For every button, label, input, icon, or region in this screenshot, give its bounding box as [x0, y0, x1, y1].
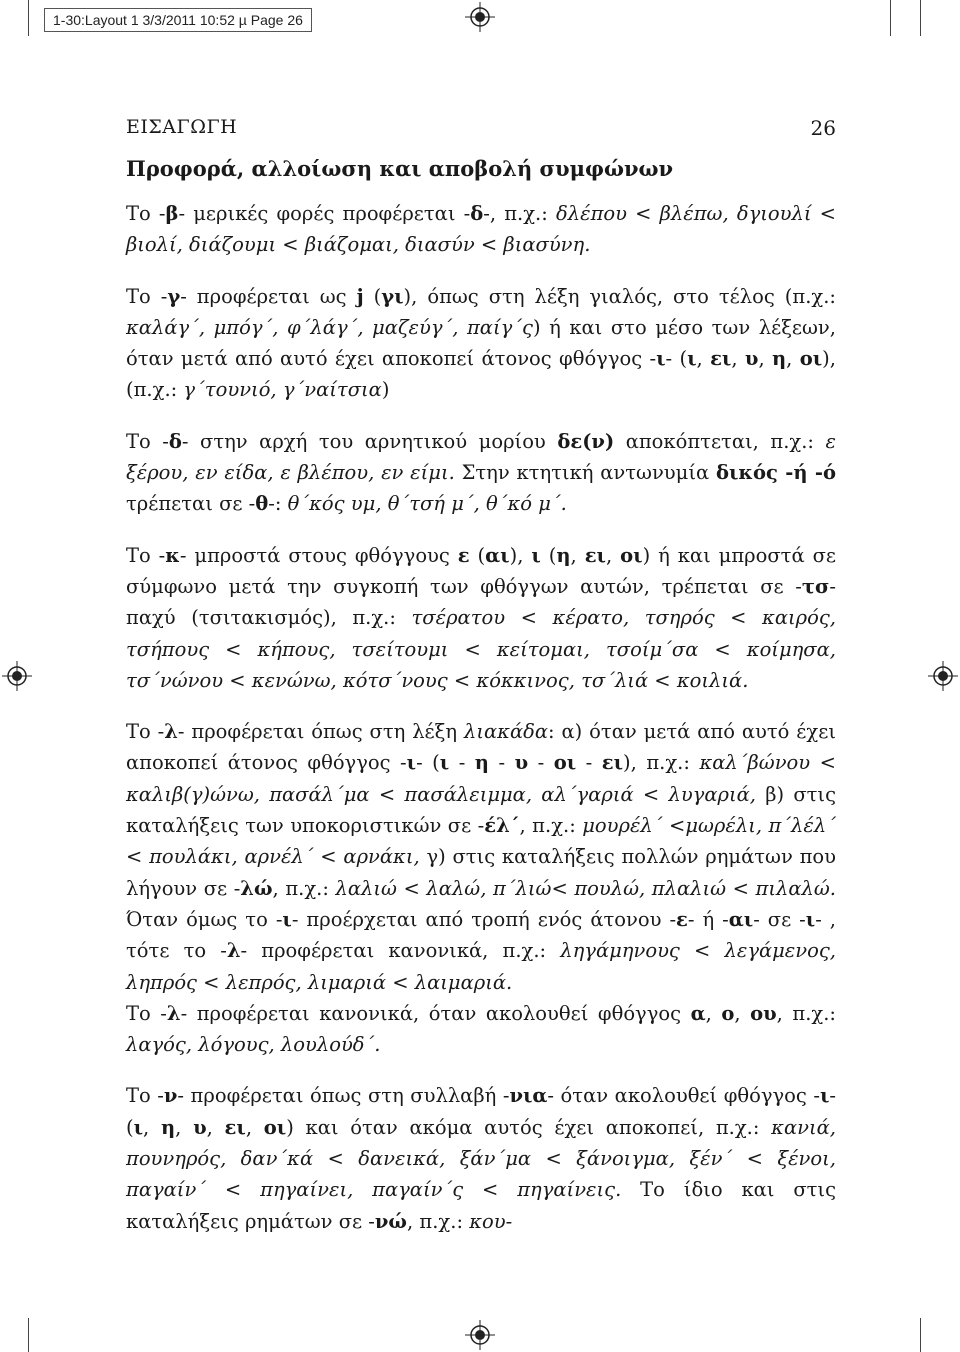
text-run: , — [175, 1115, 194, 1139]
text-run: υ — [193, 1115, 207, 1139]
text-run: ι — [406, 751, 417, 775]
text-run: Όταν όμως το - — [126, 907, 283, 931]
text-run: οι — [263, 1115, 287, 1139]
text-run: δε(ν) — [557, 429, 615, 453]
crop-mark-top-left — [28, 0, 29, 36]
page-number: 26 — [810, 116, 836, 140]
text-run: δ — [470, 202, 484, 225]
text-run: οι — [620, 543, 643, 567]
paragraph-gamma — [126, 281, 836, 406]
registration-mark-right-icon — [928, 661, 958, 691]
text-run: , — [758, 347, 772, 371]
text-run: - ( — [126, 1084, 836, 1139]
text-run: -: — [268, 492, 288, 516]
text-run: ληγάμηνους < λεγάμενος, ληπρός < λεπρός, λιμαριά < λαιμαριά. — [126, 939, 836, 994]
text-run: : α) όταν μετά από αυτό έχει αποκοπεί άτονος φθόγγος - — [126, 720, 836, 775]
text-run: - στην αρχή του αρνητικού μορίου — [181, 429, 558, 453]
text-run: ι — [531, 543, 541, 567]
text-run: ( — [363, 284, 382, 308]
text-run: - μερικές φορές προφέρεται - — [178, 202, 471, 225]
text-run: μουρέλ΄ <μωρέλι, π΄λέλ΄ < πουλάκι, αρνέλ΄ < αρνάκι, — [126, 814, 836, 869]
text-run: -, π.χ.: — [483, 202, 556, 225]
text-run: ) ή και στο μέσο των λέξεων, όταν μετά από αυτό έχει αποκοπεί άτονος φθόγγος - — [126, 315, 836, 371]
text-run: λώ — [240, 876, 273, 900]
text-run: , π.χ.: — [519, 814, 583, 838]
text-run: - προφέρεται κανονικά, όταν ακολουθεί φθόγγος — [180, 1001, 691, 1025]
text-run: Το - — [126, 429, 169, 453]
text-run: , π.χ.: — [776, 1001, 836, 1025]
text-run: η — [160, 1115, 176, 1139]
text-run: ι — [282, 907, 292, 931]
text-run: ) — [381, 378, 390, 402]
section-title: Προφορά, αλλοίωση και αποβολή συμφώνων — [126, 156, 674, 181]
text-run: - προφέρεται ως — [180, 284, 357, 308]
text-run: ) και όταν ακόμα αυτός έχει αποκοπεί, π.χ.: — [286, 1115, 772, 1139]
text-run: - προφέρεται όπως στη λέξη — [177, 720, 464, 744]
text-run: - προέρχεται από τροπή ενός άτονου - — [291, 907, 677, 931]
text-run: καλάγ΄, μπόγ΄, φ΄λάγ΄, μαζεύγ΄, παίγ΄ς — [126, 315, 533, 339]
text-run: , π.χ.: — [272, 876, 336, 900]
text-run: κου- — [469, 1209, 513, 1233]
crop-mark-bottom-right — [920, 1318, 921, 1352]
text-run: Το - — [126, 284, 168, 308]
text-run: , — [143, 1115, 161, 1139]
text-run: j — [356, 284, 364, 308]
text-run: τρέπεται σε - — [126, 492, 256, 516]
text-run: ε — [676, 907, 688, 931]
text-run: , π.χ.: — [407, 1209, 470, 1233]
text-run: ι — [687, 347, 697, 371]
text-run: - , τότε το - — [126, 907, 836, 963]
text-run: κ — [165, 543, 180, 567]
text-run: δλέπου < βλέπω, δγιουλί < βιολί, διάζουμι < βιάζομαι, διασύν < βιασύνη. — [126, 202, 836, 257]
text-run: λ — [226, 939, 241, 963]
text-run: ε ξέρου, εν είδα, ε βλέπου, εν είμι. — [126, 429, 836, 485]
text-run: Στην κτητική αντωνυμία — [454, 461, 716, 485]
text-run: οι — [799, 347, 823, 371]
text-run: η — [474, 751, 489, 775]
text-run: ), (π.χ.: — [126, 347, 836, 402]
text-run: έλ΄ — [484, 814, 520, 838]
running-head: ΕΙΣΑΓΩΓΗ — [126, 116, 238, 138]
text-run: - όταν ακολουθεί φθόγγος - — [547, 1084, 820, 1108]
text-run: γ — [167, 284, 181, 308]
registration-mark-left-icon — [2, 661, 32, 691]
paragraph-lambda — [126, 716, 836, 998]
text-run: δικός -ή -ό — [715, 461, 836, 485]
crop-mark-top-right-b — [920, 0, 921, 36]
text-run: ε — [457, 543, 470, 567]
paragraph-kappa — [126, 540, 836, 696]
text-run: Το - — [126, 543, 166, 567]
registration-mark-bottom-icon — [465, 1320, 495, 1350]
paragraph-lambda-normal — [126, 998, 836, 1061]
text-run: , — [206, 1115, 225, 1139]
text-run: κανιά, πουνηρός, δαν΄κά < δανεικά, ξάν΄μα < ξάνοιγμα, ξέν΄ < ξένοι, παγαίν΄ < πηγαίνει, παγαίν΄ς < πηγαίνεις. — [126, 1115, 836, 1202]
text-run: , — [734, 1001, 751, 1025]
text-run: ου — [750, 1001, 777, 1025]
text-run: ι — [819, 1084, 830, 1108]
text-run: β — [165, 202, 179, 225]
text-run: γ΄τουνιό, γ΄ναίτσια — [183, 378, 382, 402]
text-run: - σε - — [753, 907, 806, 931]
text-run: β) στις καταλήξεις των υποκοριστικών σε - — [126, 782, 836, 838]
paragraph-nu — [126, 1080, 836, 1236]
text-run: λ — [166, 1001, 181, 1025]
text-run: Το - — [126, 1001, 167, 1025]
text-run: η — [771, 347, 787, 371]
text-run: οι — [553, 751, 577, 775]
text-run: θ΄κός υμ, θ΄τσή μ΄, θ΄κό μ΄. — [287, 492, 567, 516]
text-run: - — [576, 751, 602, 775]
registration-mark-top-icon — [465, 2, 495, 32]
text-run: αι — [728, 907, 754, 931]
text-run: - μπροστά στους φθόγγους — [179, 543, 458, 567]
text-run: α — [690, 1001, 706, 1025]
text-run: ι — [439, 751, 450, 775]
text-run: ), — [509, 543, 532, 567]
text-run: λαλιώ < λαλώ, π΄λιώ< πουλώ, πλαλιώ < πιλαλώ. — [335, 876, 836, 900]
text-run: αι — [485, 543, 510, 567]
text-run: ι — [656, 347, 666, 371]
text-run: - ( — [416, 751, 440, 775]
text-run: νώ — [374, 1209, 408, 1233]
text-run: γ) στις καταλήξεις πολλών ρημάτων που λήγουν σε - — [126, 845, 836, 900]
text-run: τσέρατου < κέρατο, τσηρός < καιρός, τσήπους < κήπους, τσείτουμι < κείτομαι, τσοίμ΄σα < κοίμησα, τσ΄νώνου < κενώνω, κότσ΄νους < κόκκινος, τσ΄λιά < κοιλιά. — [126, 606, 836, 692]
text-run: , — [605, 543, 621, 567]
text-run: δ — [168, 429, 182, 453]
text-run: , — [696, 347, 711, 371]
text-run: Το - — [126, 202, 166, 225]
text-run: Το - — [126, 720, 165, 744]
text-run: - — [488, 751, 515, 775]
text-run: ει — [224, 1115, 246, 1139]
text-run: ), όπως στη λέξη γιαλός, στο τέλος (π.χ.: — [403, 284, 836, 308]
text-run: ο — [721, 1001, 735, 1025]
text-run: - ή - — [687, 907, 729, 931]
printer-slug: 1-30:Layout 1 3/3/2011 10:52 µ Page 26 — [44, 8, 312, 32]
text-run: η — [556, 543, 571, 567]
text-run: , — [245, 1115, 264, 1139]
text-run: - — [449, 751, 475, 775]
text-run: ι — [133, 1115, 144, 1139]
text-run: λαγός, λόγους, λουλούδ΄. — [126, 1033, 381, 1057]
text-run: Το ίδιο και στις καταλήξεις ρημάτων σε - — [126, 1178, 836, 1233]
text-run: - προφέρεται κανονικά, π.χ.: — [240, 939, 561, 963]
text-run: - — [528, 751, 554, 775]
text-run: ( — [540, 543, 557, 567]
text-run: υ — [514, 751, 529, 775]
text-run: θ — [255, 492, 269, 516]
text-run: , — [786, 347, 800, 371]
text-run: ι — [805, 907, 816, 931]
crop-mark-bottom-left — [28, 1318, 29, 1352]
text-run: - παχύ (τσιτακισμός), π.χ.: — [126, 574, 836, 630]
text-run: ν — [163, 1084, 178, 1108]
text-run: γι — [381, 284, 404, 308]
text-run: - ( — [665, 347, 688, 371]
paragraph-beta — [126, 198, 836, 261]
text-run: ) ή και μπροστά σε σύμφωνο μετά την συγκοπή των φθόγγων αυτών, τρέπεται σε - — [126, 543, 836, 598]
text-run: νια — [509, 1084, 548, 1108]
text-run: , — [570, 543, 585, 567]
text-run: λ — [164, 720, 178, 744]
crop-mark-top-right-a — [890, 0, 891, 36]
text-run: , — [731, 347, 745, 371]
text-run: ει — [584, 543, 606, 567]
text-run: ει — [601, 751, 624, 775]
text-run: υ — [744, 347, 759, 371]
text-run: τσ — [801, 574, 830, 598]
body-text — [126, 198, 836, 1237]
text-run: αποκόπτεται, π.χ.: — [614, 429, 826, 453]
text-run: - προφέρεται όπως στη συλλαβή - — [177, 1084, 510, 1108]
text-run: λιακάδα — [463, 720, 549, 744]
text-run: ( — [469, 543, 486, 567]
text-run: ει — [710, 347, 732, 371]
text-run: , — [705, 1001, 722, 1025]
paragraph-delta — [126, 426, 836, 520]
text-run: καλ΄βώνου < καλιβ(γ)ώνω, πασάλ΄μα < πασάλειμμα, αλ΄γαριά < λυγαριά, — [126, 751, 836, 806]
text-run: ), π.χ.: — [623, 751, 700, 775]
text-run: Το - — [126, 1084, 164, 1108]
